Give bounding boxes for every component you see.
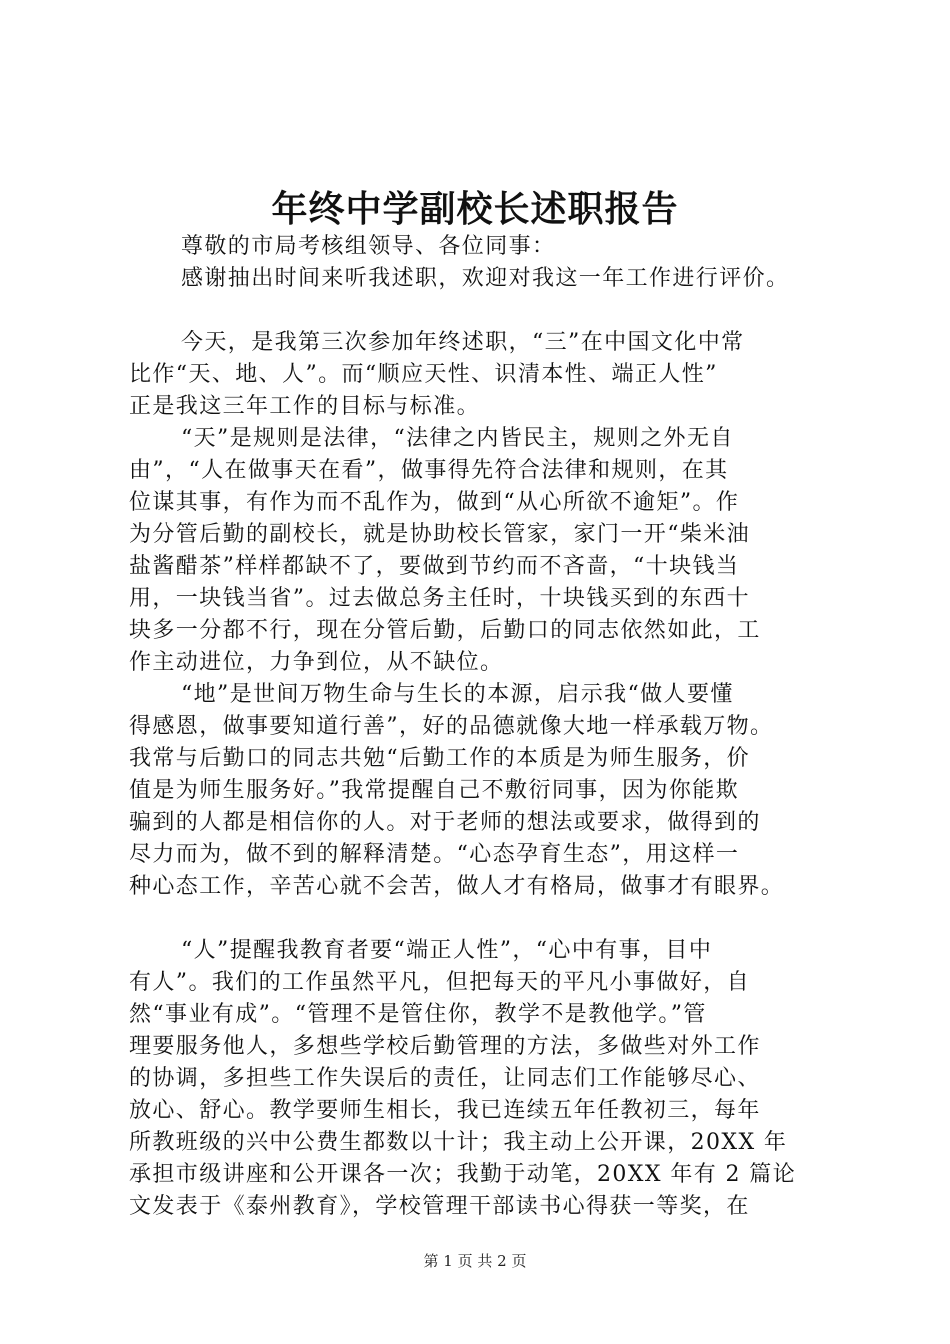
paragraph-line: 骗到的人都是相信你的人。对于老师的想法或要求，做得到的 xyxy=(129,810,761,835)
paragraph-line: 得感恩，做事要知道行善”，好的品德就像大地一样承载万物。 xyxy=(129,714,774,739)
page-footer: 第 1 页 共 2 页 xyxy=(423,1252,527,1270)
paragraph-line: 承担市级讲座和公开课各一次；我勤于动笔，20XX 年有 2 篇论 xyxy=(129,1162,797,1187)
paragraph-line: 作主动进位，力争到位，从不缺位。 xyxy=(129,650,504,675)
paragraph-line: “地”是世间万物生命与生长的本源，启示我“做人要懂 xyxy=(181,682,734,707)
paragraph-line: “天”是规则是法律，“法律之内皆民主，规则之外无自 xyxy=(181,426,734,451)
paragraph-line: 的协调，多担些工作失误后的责任，让同志们工作能够尽心、 xyxy=(129,1066,761,1091)
paragraph-line: 值是为师生服务好。”我常提醒自己不敷衍同事，因为你能欺 xyxy=(129,778,740,803)
paragraph-line: “人”提醒我教育者要“端正人性”，“心中有事，目中 xyxy=(181,938,713,963)
paragraph-line: 种心态工作，辛苦心就不会苦，做人才有格局，做事才有眼界。 xyxy=(129,874,785,899)
paragraph-line: 感谢抽出时间来听我述职，欢迎对我这一年工作进行评价。 xyxy=(181,266,790,291)
paragraph-line: 放心、舒心。教学要师生相长，我已连续五年任教初三，每年 xyxy=(129,1098,761,1123)
paragraph-line: 用，一块钱当省”。过去做总务主任时，十块钱买到的东西十 xyxy=(129,586,751,611)
paragraph-line: 盐酱醋茶”样样都缺不了，要做到节约而不吝啬，“十块钱当 xyxy=(129,554,740,579)
paragraph-line: 块多一分都不行，现在分管后勤，后勤口的同志依然如此，工 xyxy=(129,618,761,643)
paragraph-line: 然“事业有成”。“管理不是管住你，教学不是教他学。”管 xyxy=(129,1002,707,1027)
paragraph-line: 有人”。我们的工作虽然平凡，但把每天的平凡小事做好，自 xyxy=(129,970,751,995)
paragraph-line: 文发表于《泰州教育》，学校管理干部读书心得获一等奖，在 xyxy=(129,1194,750,1219)
paragraph-line: 理要服务他人，多想些学校后勤管理的方法，多做些对外工作 xyxy=(129,1034,761,1059)
paragraph-line: 为分管后勤的副校长，就是协助校长管家，家门一开“柴米油 xyxy=(129,522,751,547)
paragraph-line: 正是我这三年工作的目标与标准。 xyxy=(129,394,481,419)
salutation-line: 尊敬的市局考核组领导、各位同事： xyxy=(181,234,556,259)
document-body xyxy=(129,231,829,1223)
paragraph-line: 位谋其事，有作为而不乱作为，做到“从心所欲不逾矩”。作 xyxy=(129,490,740,515)
paragraph-line: 由”，“人在做事天在看”，做事得先符合法律和规则，在其 xyxy=(129,458,729,483)
paragraph-gap xyxy=(129,295,829,327)
paragraph-gap xyxy=(129,903,829,935)
paragraph-line: 今天，是我第三次参加年终述职，“三”在中国文化中常 xyxy=(181,330,745,355)
paragraph-line: 我常与后勤口的同志共勉“后勤工作的本质是为师生服务，价 xyxy=(129,746,751,771)
paragraph-line: 所教班级的兴中公费生都数以十计；我主动上公开课，20XX 年 xyxy=(129,1130,788,1155)
paragraph-line: 尽力而为，做不到的解释清楚。“心态孕育生态”，用这样一 xyxy=(129,842,740,867)
document-title: 年终中学副校长述职报告 xyxy=(271,188,679,230)
paragraph-line: 比作“天、地、人”。而“顺应天性、识清本性、端正人性” xyxy=(129,362,718,387)
